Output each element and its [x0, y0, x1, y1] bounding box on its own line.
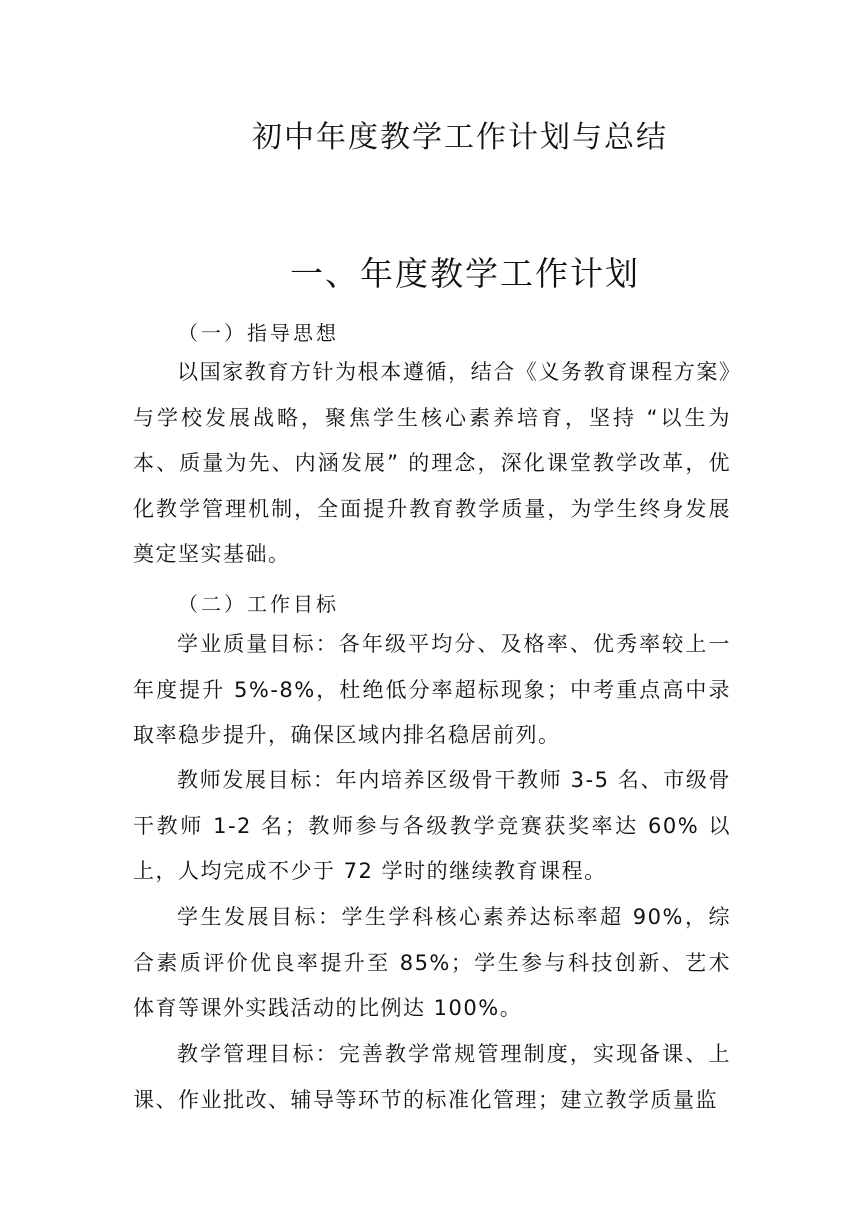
document-title: 初中年度教学工作计划与总结 — [252, 120, 668, 155]
subheading-work-goals: （二）工作目标 — [178, 592, 339, 616]
paragraph-guiding-ideology: 以国家教育方针为根本遵循，结合《义务教育课程方案》与学校发展战略，聚焦学生核心素养培育，坚持 “以生为本、质量为先、内涵发展” 的理念，深化课堂教学改革，优化教学管理机制，全面提升教育教学质量，为学生终身发展奠定坚实基础。 — [133, 360, 731, 567]
paragraph-academic-quality-goal: 学业质量目标：各年级平均分、及格率、优秀率较上一年度提升 5%-8%，杜绝低分率超标现象；中考重点高中录取率稳步提升，确保区域内排名稳居前列。 — [133, 632, 731, 748]
paragraph-student-development-goal: 学生发展目标：学生学科核心素养达标率超 90%，综合素质评价优良率提升至 85%；学生参与科技创新、艺术体育等课外实践活动的比例达 100%。 — [133, 905, 731, 1021]
paragraph-teacher-development-goal: 教师发展目标：年内培养区级骨干教师 3-5 名、市级骨干教师 1-2 名；教师参与各级教学竞赛获奖率达 60% 以上，人均完成不少于 72 学时的继续教育课程。 — [133, 768, 731, 884]
section-title: 一、年度教学工作计划 — [290, 254, 640, 293]
subheading-guiding-ideology: （一）指导思想 — [178, 321, 339, 345]
paragraph-teaching-management-goal: 教学管理目标：完善教学常规管理制度，实现备课、上课、作业批改、辅导等环节的标准化管理；建立教学质量监 — [133, 1042, 731, 1112]
